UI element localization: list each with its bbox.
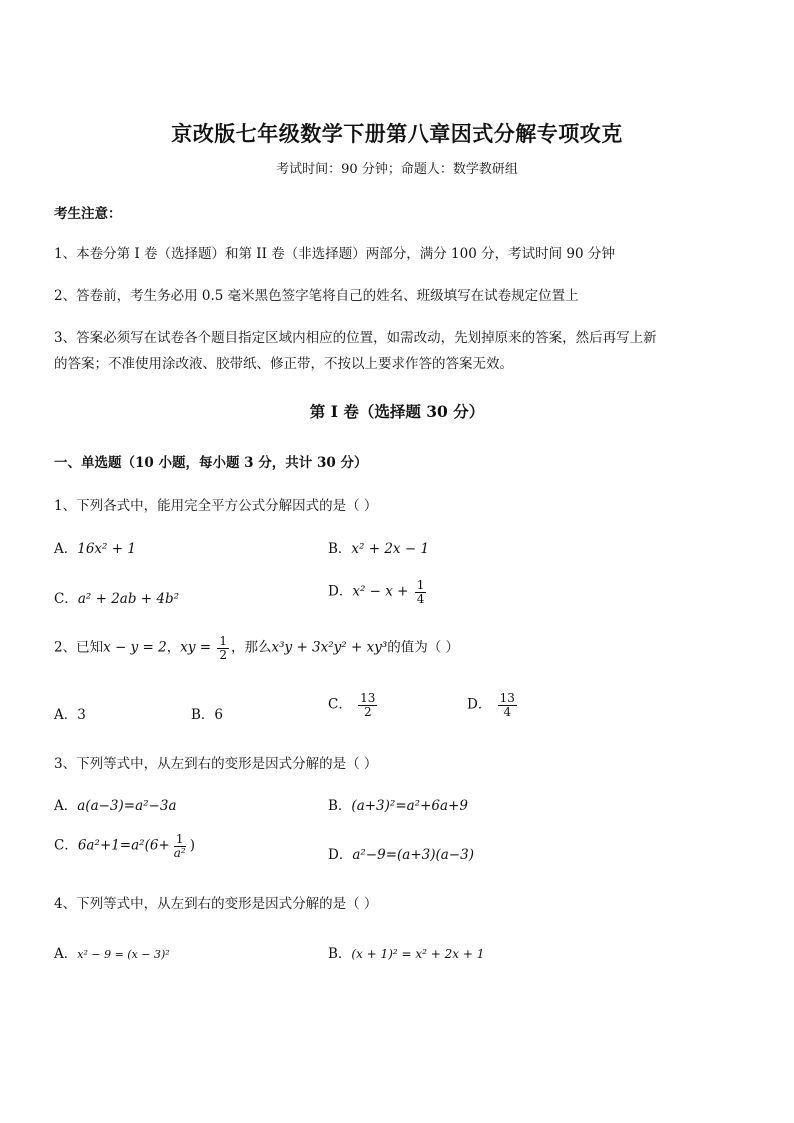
page-title: 京改版七年级数学下册第八章因式分解专项攻克 <box>171 121 623 146</box>
fraction <box>415 579 427 605</box>
option-label: A． <box>54 798 78 814</box>
option-label: C． <box>328 696 352 713</box>
condition-2: xy = <box>180 639 212 656</box>
fraction <box>217 635 229 661</box>
section-title: 第 I 卷（选择题 30 分） <box>309 402 485 421</box>
q3-option-c <box>54 833 195 859</box>
option-text: a²−9=(a+3)(a−3) <box>352 847 474 863</box>
option-text: x² + 2x − 1 <box>351 541 430 557</box>
fraction-denominator: 4 <box>416 591 425 606</box>
q1-option-a <box>54 537 136 557</box>
option-text: ) <box>189 837 195 854</box>
option-text: 6 <box>214 707 224 723</box>
q2-option-b <box>191 703 223 723</box>
option-label: B． <box>328 946 352 962</box>
option-label: C． <box>54 837 78 854</box>
q1-option-b <box>328 537 429 557</box>
option-text: 16x² + 1 <box>77 541 136 557</box>
note-item-2: 2、答卷前，考生务必用 0.5 毫米黑色签字笔将自己的姓名、班级填写在试卷规定位置上 <box>54 288 579 304</box>
notes-heading: 考生注意： <box>54 206 122 222</box>
q3-option-a <box>54 794 177 814</box>
q2-option-d <box>467 692 519 718</box>
q2-option-c <box>328 692 379 718</box>
q4-option-a <box>54 942 170 962</box>
option-text: (a+3)²=a²+6a+9 <box>351 798 468 814</box>
option-label: B． <box>328 541 352 557</box>
question-4-stem: 4、下列等式中，从左到右的变形是因式分解的是（ ） <box>54 896 378 912</box>
option-text: (x + 1)² = x² + 2x + 1 <box>351 947 485 961</box>
fraction-numerator: 13 <box>499 691 515 705</box>
q1-option-d <box>328 579 428 605</box>
note-item-3-cont: 的答案；不准使用涂改液、胶带纸、修正带，不按以上要求作答的答案无效。 <box>54 356 513 372</box>
fraction <box>358 692 377 718</box>
stem-text: ， <box>166 639 181 656</box>
note-item-3: 3、答案必须写在试卷各个题目指定区域内相应的位置，如需改动，先划掉原来的答案，然后再写上新 <box>54 330 657 346</box>
fraction <box>172 833 188 859</box>
option-label: A． <box>54 946 78 962</box>
fraction-denominator: a² <box>173 845 186 860</box>
q3-option-b <box>328 794 468 814</box>
note-item-1: 1、本卷分第 I 卷（选择题）和第 II 卷（非选择题）两部分，满分 100 分，考试时间 90 分钟 <box>54 246 615 262</box>
fraction-denominator: 2 <box>363 704 372 719</box>
option-label: D． <box>328 847 353 863</box>
option-label: C． <box>54 591 78 607</box>
condition-1: x − y = 2 <box>103 639 167 656</box>
q3-option-d <box>328 843 474 863</box>
part-heading: 一、单选题（10 小题，每小题 3 分，共计 30 分） <box>54 455 368 471</box>
stem-text: 2、已知 <box>54 639 104 656</box>
option-label: D． <box>467 696 492 713</box>
stem-text: 的值为（ ） <box>387 639 460 656</box>
option-text: x² − x + <box>352 583 409 600</box>
q1-option-c <box>54 587 179 607</box>
option-text: 3 <box>77 707 86 723</box>
q2-option-a <box>54 703 86 723</box>
option-text: a² + 2ab + 4b² <box>77 591 180 607</box>
question-3-stem: 3、下列等式中，从左到右的变形是因式分解的是（ ） <box>54 756 378 772</box>
fraction-numerator: 13 <box>360 691 376 705</box>
expression: x³y + 3x²y² + xy³ <box>271 639 388 656</box>
option-text: x² − 9 = (x − 3)² <box>77 948 170 961</box>
question-2-stem <box>54 635 459 661</box>
q4-option-b <box>328 942 484 962</box>
exam-subtitle: 考试时间：90 分钟；命题人：数学教研组 <box>276 162 518 177</box>
fraction-numerator: 1 <box>219 634 227 648</box>
option-text: 6a²+1=a²(6+ <box>77 837 170 854</box>
option-text: a(a−3)=a²−3a <box>77 798 177 814</box>
option-label: B． <box>328 798 352 814</box>
question-1-stem: 1、下列各式中，能用完全平方公式分解因式的是（ ） <box>54 498 378 514</box>
fraction-denominator: 2 <box>219 647 227 662</box>
fraction-denominator: 4 <box>503 704 512 719</box>
option-label: B． <box>191 707 215 723</box>
fraction <box>498 692 517 718</box>
option-label: A． <box>54 541 78 557</box>
option-label: A． <box>54 707 78 723</box>
option-label: D． <box>328 583 353 600</box>
fraction-numerator: 1 <box>416 578 425 592</box>
fraction-numerator: 1 <box>175 832 184 846</box>
stem-text: ，那么 <box>231 639 272 656</box>
